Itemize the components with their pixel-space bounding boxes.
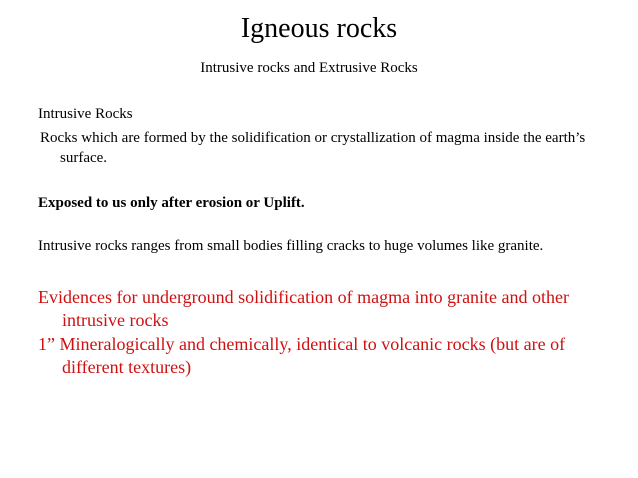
evidence-point-1: 1” Mineralogically and chemically, identical to volcanic rocks (but are of different textures) xyxy=(38,334,566,377)
size-range-text: Intrusive rocks ranges from small bodies filling cracks to huge volumes like granite. xyxy=(38,238,544,254)
slide-title: Igneous rocks xyxy=(240,13,398,44)
intrusive-description: Rocks which are formed by the solidification or crystallization of magma inside the earth’s surface. xyxy=(40,130,586,166)
slide-subtitle: Intrusive rocks and Extrusive Rocks xyxy=(200,60,418,76)
intrusive-heading: Intrusive Rocks xyxy=(38,106,133,122)
evidence-heading: Evidences for underground solidification of magma into granite and other intrusive rocks xyxy=(38,287,570,330)
exposure-note: Exposed to us only after erosion or Uplift. xyxy=(38,195,305,211)
